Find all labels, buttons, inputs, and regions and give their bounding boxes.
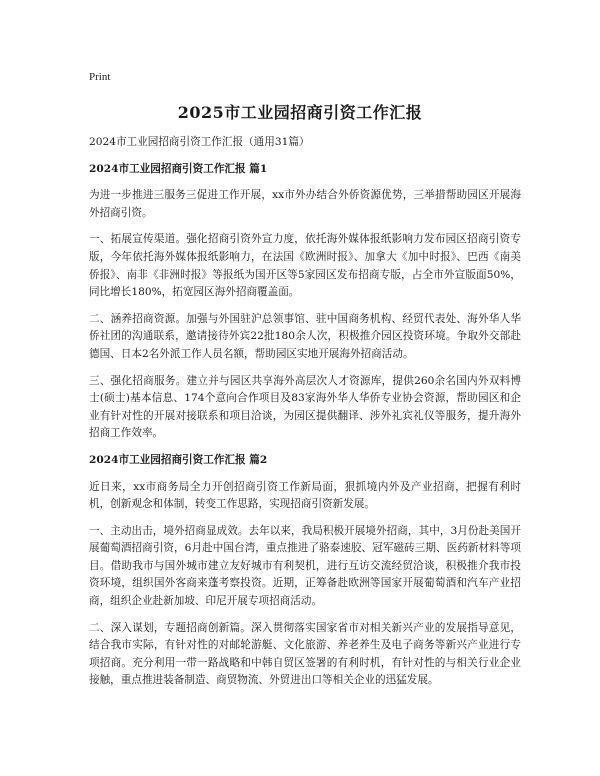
print-link[interactable]: Print — [89, 71, 111, 83]
paragraph: 二、深入谋划，专题招商创新篇。深入贯彻落实国家省市对相关新兴产业的发展指导意见，结合我市实际，有针对性的对邮轮游艇、文化旅游、养老养生及电子商务等新兴产业进行专项招商。充分利用一带一路战略和中韩自贸区签署的有利时机，有针对性的与相关行业企业接触，重点推进装备制造、商贸物流、外贸进出口等相关企业的迅猛发展。 — [89, 621, 521, 687]
section-heading-1: 2024市工业园招商引资工作汇报 篇1 — [89, 162, 268, 175]
paragraph: 二、涵养招商资源。加强与外国驻沪总领事馆、驻中国商务机构、经贸代表处、海外华人华侨社团的沟通联系，邀请接待外宾22批180余人次，积极推介园区投资环境。争取外交部赴德国、日本2名外派工作人员名额，帮助园区实地开展海外招商活动。 — [89, 312, 521, 360]
section-heading-2: 2024市工业园招商引资工作汇报 篇2 — [89, 453, 268, 466]
document-body — [89, 134, 521, 699]
paragraph: 一、主动出击，境外招商显成效。去年以来，我局积极开展境外招商，其中，3月份赴美国开展葡萄酒招商引资，6月赴中国台湾，重点推进了骆泰速胶、冠军磁砖三期、医药新材料等项目。借助我市与国外城市建立友好城市有利契机，进行互访交流经贸洽谈，积极推介我市投资环境，组织国外客商来蓬考察投资。近期，正筹备赴欧洲等国家开展葡萄酒和汽车产业招商，组织企业赴新加坡、印尼开展专项招商活动。 — [89, 524, 521, 608]
paragraph: 为进一步推进三服务三促进工作开展，xx市外办结合外侨资源优势，三举措帮助园区开展海外招商引资。 — [89, 189, 521, 219]
paragraph: 一、拓展宣传渠道。强化招商引资外宣力度，依托海外媒体报纸影响力发布园区招商引资专版，今年依托海外媒体报纸影响力，在法国《欧洲时报》、加拿大《加中时报》、巴西《南美侨报》、南非《非洲时报》等报纸为国开区等5家园区发布招商专版，占全市外宣版面50%，同比增长180%，拓宽园区海外招商覆盖面。 — [89, 233, 521, 299]
document-title: 2025市工业园招商引资工作汇报 — [177, 103, 423, 122]
document-subtitle: 2024市工业园招商引资工作汇报（通用31篇） — [89, 136, 310, 148]
paragraph: 三、强化招商服务。建立并与园区共享海外高层次人才资源库，提供260余名国内外双料博士(硕士)基本信息、174个意向合作项目及83家海外华人华侨专业协会资源，帮助园区和企业有针对性的开展对接联系和项目洽谈，为园区提供翻译、涉外礼宾礼仪等服务，提升海外招商工作效率。 — [89, 374, 521, 440]
paragraph: 近日来，xx市商务局全力开创招商引资工作新局面，狠抓境内外及产业招商，把握有利时机，创新观念和体制，转变工作思路，实现招商引资新发展。 — [89, 480, 521, 511]
